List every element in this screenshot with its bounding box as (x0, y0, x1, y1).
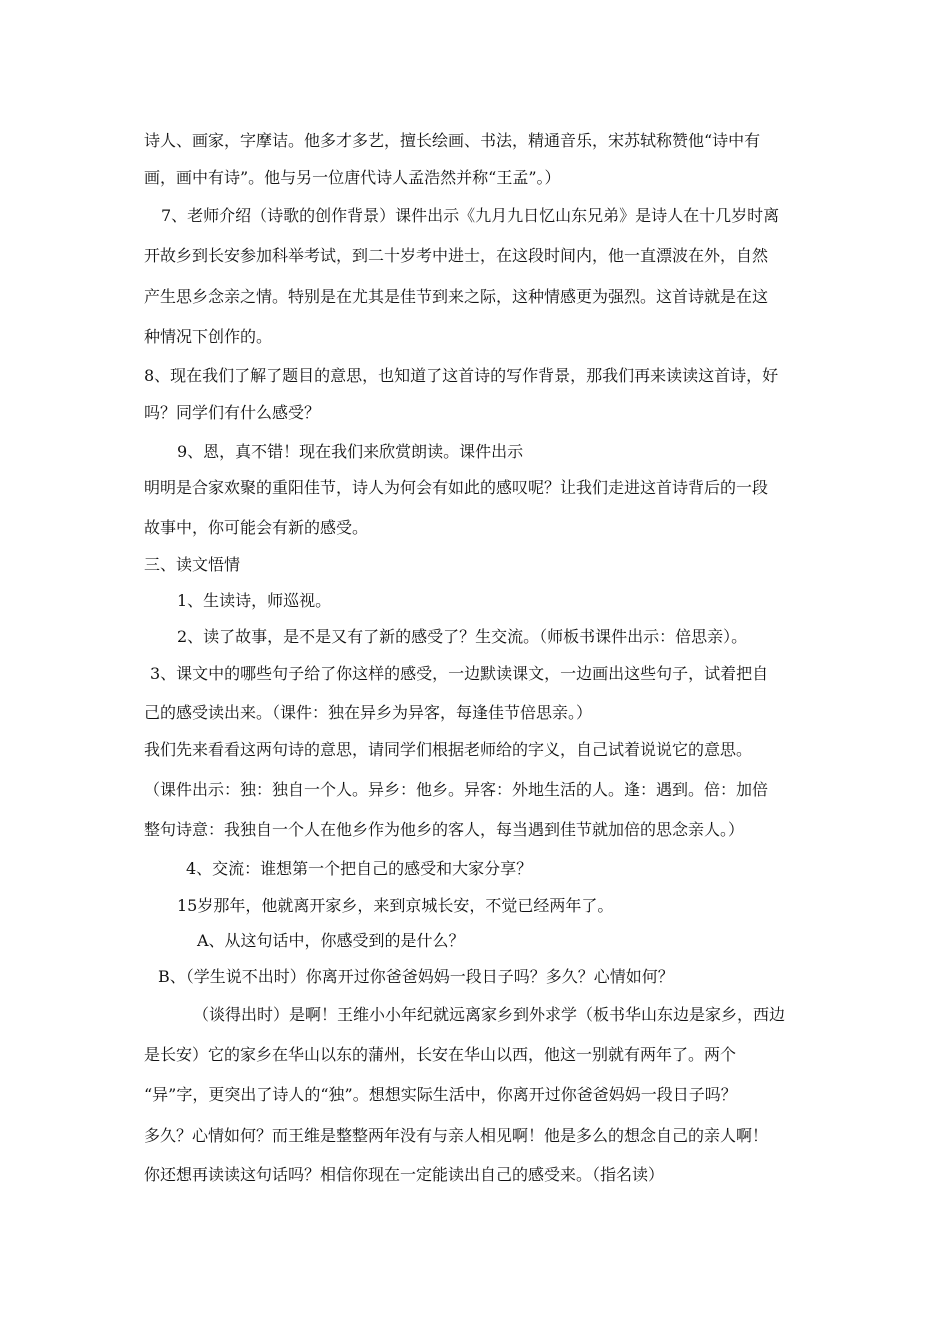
text-line: 明明是合家欢聚的重阳佳节，诗人为何会有如此的感叹呢？让我们走进这首诗背后的一段 (144, 478, 769, 497)
text-line: A、从这句话中，你感受到的是什么？ (197, 931, 465, 950)
text-line: B、（学生说不出时）你离开过你爸爸妈妈一段日子吗？多久？心情如何？ (158, 967, 674, 986)
text-line: 整句诗意：我独自一个人在他乡作为他乡的客人，每当遇到佳节就加倍的思念亲人。） (144, 820, 745, 839)
text-line: 9、恩，真不错！现在我们来欣赏朗读。课件出示 (177, 442, 524, 461)
text-line: 1、生读诗，师巡视。 (177, 591, 332, 610)
text-line: 8、现在我们了解了题目的意思，也知道了这首诗的写作背景，那我们再来读读这首诗，好 (144, 366, 779, 385)
text-line: 4、交流：谁想第一个把自己的感受和大家分享？ (186, 859, 533, 878)
text-line: 诗人、画家，字摩诘。他多才多艺，擅长绘画、书法，精通音乐，宋苏轼称赞他“诗中有 (144, 131, 761, 150)
text-line: 多久？心情如何？而王维是整整两年没有与亲人相见啊！他是多么的想念自己的亲人啊！ (144, 1126, 769, 1145)
text-line: 你还想再读读这句话吗？相信你现在一定能读出自己的感受来。（指名读） (144, 1165, 665, 1184)
text-line: “异”字，更突出了诗人的“独”。想想实际生活中，你离开过你爸爸妈妈一段日子吗？ (144, 1085, 737, 1104)
section-heading: 三、读文悟情 (144, 555, 241, 574)
text-line: 3、课文中的哪些句子给了你这样的感受，一边默读课文，一边画出这些句子，试着把自 (150, 664, 769, 683)
text-line: 7、老师介绍（诗歌的创作背景）课件出示《九月九日忆山东兄弟》是诗人在十几岁时离 (161, 206, 780, 225)
text-line: 开故乡到长安参加科举考试，到二十岁考中进士，在这段时间内，他一直漂波在外，自然 (144, 246, 769, 265)
text-line: 是长安）它的家乡在华山以东的蒲州，长安在华山以西，他这一别就有两年了。两个 (144, 1045, 737, 1064)
text-line: 种情况下创作的。 (144, 327, 273, 346)
text-line: 15岁那年，他就离开家乡，来到京城长安，不觉已经两年了。 (177, 896, 614, 915)
text-line: 故事中，你可能会有新的感受。 (144, 518, 369, 537)
text-line: 2、读了故事，是不是又有了新的感受了？生交流。（师板书课件出示：倍思亲）。 (177, 627, 748, 646)
text-line: （课件出示：独：独自一个人。异乡：他乡。异客：外地生活的人。逢：遇到。倍：加倍 (144, 780, 769, 799)
text-line: （谈得出时）是啊！王维小小年纪就远离家乡到外求学（板书华山东边是家乡，西边 (193, 1005, 786, 1024)
text-line: 画，画中有诗”。他与另一位唐代诗人孟浩然并称“王孟”。） (144, 168, 561, 187)
text-line: 产生思乡念亲之情。特别是在尤其是佳节到来之际，这种情感更为强烈。这首诗就是在这 (144, 287, 769, 306)
text-line: 吗？同学们有什么感受？ (144, 403, 321, 422)
text-line: 己的感受读出来。（课件：独在异乡为异客，每逢佳节倍思亲。） (144, 703, 593, 722)
text-line: 我们先来看看这两句诗的意思，请同学们根据老师给的字义，自己试着说说它的意思。 (144, 740, 753, 759)
